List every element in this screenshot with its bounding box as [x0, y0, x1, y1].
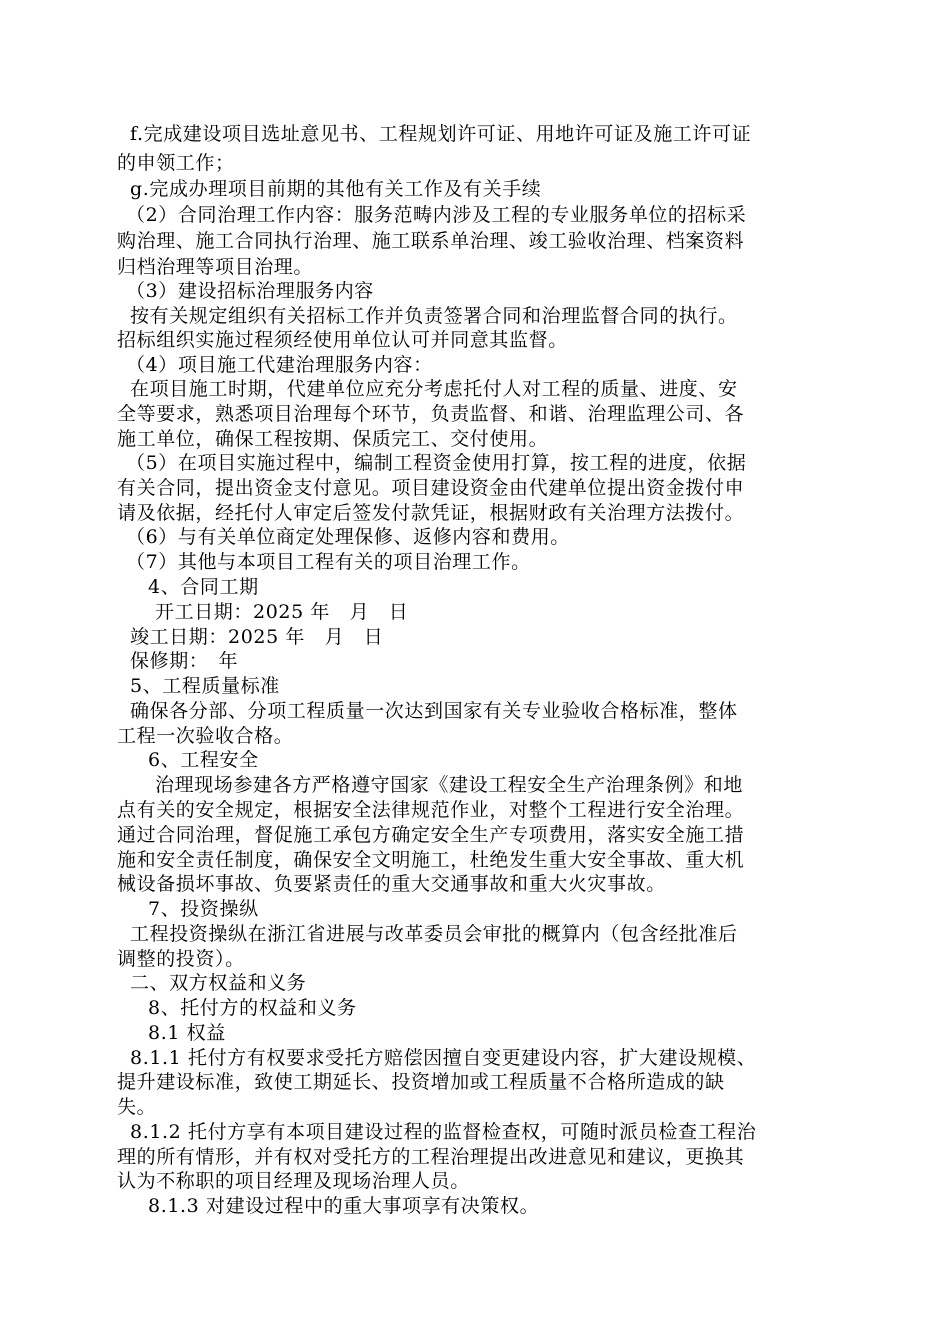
text-line: 竣工日期：2025 年 月 日	[130, 626, 384, 648]
text-line: 开工日期：2025 年 月 日	[155, 601, 409, 623]
text-line: 8、托付方的权益和义务	[148, 997, 357, 1019]
text-line: 施和安全责任制度，确保安全文明施工，杜绝发生重大安全事故、重大机	[117, 849, 745, 871]
text-line: 械设备损坏事故、负要紧责任的重大交通事故和重大火灾事故。	[117, 873, 666, 895]
text-line: 认为不称职的项目经理及现场治理人员。	[117, 1170, 470, 1192]
text-line: 提升建设标准，致使工期延长、投资增加或工程质量不合格所造成的缺	[117, 1071, 725, 1093]
text-line: 8.1.3 对建设过程中的重大事项享有决策权。	[148, 1195, 540, 1217]
text-line: 8.1 权益	[148, 1022, 226, 1044]
text-line: （3）建设招标治理服务内容	[126, 280, 374, 302]
text-line: 8.1.1 托付方有权要求受托方赔偿因擅自变更建设内容，扩大建设规模、	[130, 1047, 757, 1069]
text-line: （5）在项目实施过程中，编制工程资金使用打算，按工程的进度，依据	[126, 452, 747, 474]
text-line: 施工单位，确保工程按期、保质完工、交付使用。	[117, 428, 549, 450]
text-line: （2）合同治理工作内容：服务范畴内涉及工程的专业服务单位的招标采	[126, 204, 747, 226]
text-line: （6）与有关单位商定处理保修、返修内容和费用。	[126, 526, 570, 548]
text-line: f.完成建设项目选址意见书、工程规划许可证、用地许可证及施工许可证	[130, 123, 752, 145]
text-line: 工程一次验收合格。	[117, 725, 294, 747]
text-line: 购治理、施工合同执行治理、施工联系单治理、竣工验收治理、档案资料	[117, 230, 745, 252]
text-line: 6、工程安全	[148, 749, 259, 771]
text-line: g.完成办理项目前期的其他有关工作及有关手续	[130, 178, 542, 200]
text-line: 二、双方权益和义务	[130, 972, 307, 994]
text-line: 在项目施工时期，代建单位应充分考虑托付人对工程的质量、进度、安	[130, 378, 738, 400]
text-line: 招标组织实施过程须经使用单位认可并同意其监督。	[117, 329, 568, 351]
text-line: 7、投资操纵	[148, 898, 259, 920]
text-line: 全等要求，熟悉项目治理每个环节，负责监督、和谐、治理监理公司、各	[117, 403, 745, 425]
text-line: 点有关的安全规定，根据安全法律规范作业，对整个工程进行安全治理。	[117, 799, 745, 821]
text-line: 8.1.2 托付方享有本项目建设过程的监督检查权，可随时派员检查工程治	[130, 1121, 757, 1143]
text-line: 5、工程质量标准	[130, 675, 280, 697]
text-line: 保修期： 年	[130, 650, 239, 672]
text-line: 治理现场参建各方严格遵守国家《建设工程安全生产治理条例》和地	[155, 774, 744, 796]
text-line: （4）项目施工代建治理服务内容：	[126, 354, 433, 376]
text-line: 按有关规定组织有关招标工作并负责签署合同和治理监督合同的执行。	[130, 305, 738, 327]
text-line: 失。	[117, 1096, 157, 1118]
text-line: 请及依据，经托付人审定后签发付款凭证，根据财政有关治理方法拨付。	[117, 502, 745, 524]
text-line: 调整的投资）。	[117, 948, 245, 970]
text-line: 的申领工作；	[117, 152, 235, 174]
text-line: 有关合同，提出资金支付意见。项目建设资金由代建单位提出资金拨付申	[117, 477, 745, 499]
text-line: 通过合同治理，督促施工承包方确定安全生产专项费用，落实安全施工措	[117, 824, 745, 846]
text-line: 工程投资操纵在浙江省进展与改革委员会审批的概算内（包含经批准后	[130, 923, 738, 945]
text-line: 归档治理等项目治理。	[117, 256, 314, 278]
text-line: （7）其他与本项目工程有关的项目治理工作。	[126, 551, 531, 573]
text-line: 4、合同工期	[148, 576, 259, 598]
text-line: 理的所有情形，并有权对受托方的工程治理提出改进意见和建议，更换其	[117, 1146, 745, 1168]
text-line: 确保各分部、分项工程质量一次达到国家有关专业验收合格标准，整体	[130, 700, 738, 722]
